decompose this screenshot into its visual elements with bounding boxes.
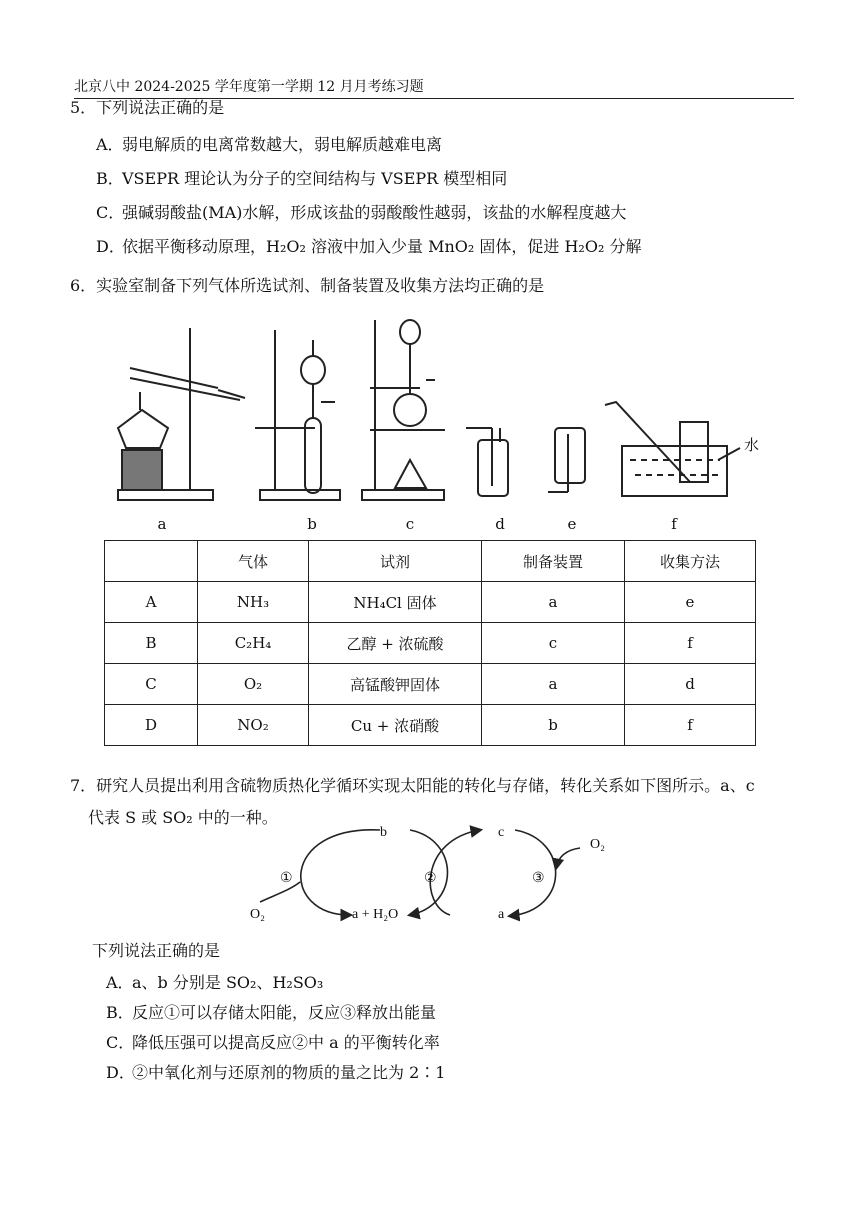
q7-stem: 下列说法正确的是 xyxy=(92,941,221,960)
cycle-a: a xyxy=(498,907,505,922)
q7-line2: 代表 S 或 SO₂ 中的一种。 xyxy=(88,808,278,827)
option-text: a、b 分别是 SO₂、H₂SO₃ xyxy=(132,973,324,992)
q5-option-c xyxy=(96,200,626,223)
apparatus-a xyxy=(118,328,245,500)
q7-option-c xyxy=(106,1030,440,1053)
table-cell: D xyxy=(105,705,198,746)
water-label: 水 xyxy=(744,438,760,454)
table-row xyxy=(105,664,756,705)
header-cell: 制备装置 xyxy=(482,541,625,582)
cycle-o2-top: O₂ xyxy=(590,837,605,852)
option-letter: D． xyxy=(96,237,125,256)
table-cell: a xyxy=(482,582,625,623)
table-header-row xyxy=(105,541,756,582)
apparatus-f xyxy=(605,402,740,496)
option-text: 降低压强可以提高反应②中 a 的平衡转化率 xyxy=(132,1033,440,1052)
table-cell: B xyxy=(105,623,198,664)
cycle-b: b xyxy=(380,825,387,840)
table-cell: 乙醇 + 浓硫酸 xyxy=(309,623,482,664)
table-cell: d xyxy=(625,664,756,705)
exam-header: 北京八中 2024-2025 学年度第一学期 12 月月考练习题 xyxy=(74,76,794,99)
table-cell: NH₄Cl 固体 xyxy=(309,582,482,623)
header-cell: 试剂 xyxy=(309,541,482,582)
apparatus-label-e: e xyxy=(567,515,577,533)
table-cell: A xyxy=(105,582,198,623)
apparatus-label-c: c xyxy=(405,515,415,533)
apparatus-d xyxy=(466,428,508,496)
q6-table xyxy=(104,540,756,746)
cycle-r3: ③ xyxy=(532,871,545,886)
cycle-r2: ② xyxy=(424,871,437,886)
apparatus-label-b: b xyxy=(307,515,317,533)
table-cell: a xyxy=(482,664,625,705)
q5-option-a xyxy=(96,132,442,155)
table-cell: Cu + 浓硝酸 xyxy=(309,705,482,746)
table-cell: NH₃ xyxy=(198,582,309,623)
table-cell: f xyxy=(625,623,756,664)
apparatus-b xyxy=(255,330,340,500)
option-text: 强碱弱酸盐(MA)水解，形成该盐的弱酸酸性越弱，该盐的水解程度越大 xyxy=(122,203,627,222)
sulfur-cycle-diagram xyxy=(240,820,640,930)
q7-option-b xyxy=(106,1000,436,1023)
q7-line1: 7．研究人员提出利用含硫物质热化学循环实现太阳能的转化与存储，转化关系如下图所示。a、c xyxy=(70,776,755,795)
option-text: ②中氧化剂与还原剂的物质的量之比为 2∶1 xyxy=(132,1063,446,1082)
table-cell: C xyxy=(105,664,198,705)
table-row xyxy=(105,582,756,623)
q7-option-a xyxy=(106,970,323,993)
cycle-c: c xyxy=(498,825,505,840)
apparatus-c xyxy=(362,320,445,500)
table-cell: C₂H₄ xyxy=(198,623,309,664)
apparatus-label-f: f xyxy=(671,515,677,533)
table-cell: O₂ xyxy=(198,664,309,705)
apparatus-label-d: d xyxy=(495,515,505,533)
table-row xyxy=(105,705,756,746)
q5-option-b xyxy=(96,166,507,189)
header-cell: 收集方法 xyxy=(625,541,756,582)
cycle-o2-bottom: O₂ xyxy=(250,907,265,922)
option-text: 弱电解质的电离常数越大，弱电解质越难电离 xyxy=(122,135,443,154)
q7-option-d xyxy=(106,1060,445,1083)
option-letter: A． xyxy=(96,135,124,154)
header-cell: 气体 xyxy=(198,541,309,582)
header-cell xyxy=(105,541,198,582)
table-cell: b xyxy=(482,705,625,746)
q5-option-d xyxy=(96,234,641,257)
option-letter: D． xyxy=(106,1063,135,1082)
option-letter: C． xyxy=(96,203,125,222)
option-letter: A． xyxy=(106,973,134,992)
table-cell: f xyxy=(625,705,756,746)
apparatus-figure xyxy=(100,310,760,540)
option-text: 依据平衡移动原理，H₂O₂ 溶液中加入少量 MnO₂ 固体，促进 H₂O₂ 分解 xyxy=(122,237,642,256)
table-cell: NO₂ xyxy=(198,705,309,746)
apparatus-label-a: a xyxy=(157,515,167,533)
option-letter: B． xyxy=(106,1003,134,1022)
option-text: VSEPR 理论认为分子的空间结构与 VSEPR 模型相同 xyxy=(122,169,508,188)
option-letter: C． xyxy=(106,1033,135,1052)
q5-stem: 5．下列说法正确的是 xyxy=(70,98,225,117)
table-cell: e xyxy=(625,582,756,623)
cycle-r1: ① xyxy=(280,871,293,886)
apparatus-e xyxy=(548,428,585,492)
option-letter: B． xyxy=(96,169,124,188)
table-row xyxy=(105,623,756,664)
q6-stem: 6．实验室制备下列气体所选试剂、制备装置及收集方法均正确的是 xyxy=(70,276,545,295)
option-text: 反应①可以存储太阳能，反应③释放出能量 xyxy=(132,1003,437,1022)
table-cell: 高锰酸钾固体 xyxy=(309,664,482,705)
cycle-a-h2o: a + H₂O xyxy=(352,907,399,922)
table-cell: c xyxy=(482,623,625,664)
